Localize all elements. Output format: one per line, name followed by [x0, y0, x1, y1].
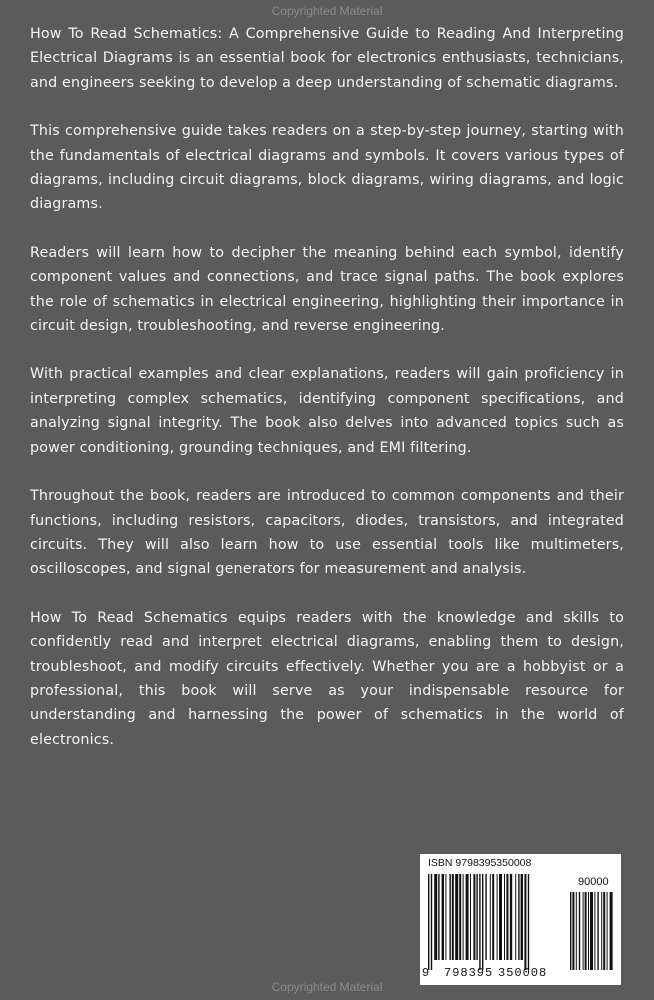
addon-barcode-bars: [570, 892, 616, 970]
barcode-bar: [459, 874, 461, 960]
isbn-barcode: [420, 854, 621, 985]
barcode-bar: [476, 874, 477, 960]
barcode-bar: [470, 874, 471, 960]
barcode-bar: [463, 874, 464, 960]
barcode-lead-digit: 9: [422, 966, 431, 980]
description-paragraph-2: This comprehensive guide takes readers on a step-by-step journey, starting with the fundamentals of electrical diagrams and symbols. It covers various types of diagrams, including circuit diagrams, block diagrams, wiring diagrams, and logic diagrams.: [30, 123, 624, 213]
barcode-bar: [576, 892, 577, 970]
barcode-bar: [515, 874, 516, 960]
barcode-bar: [506, 874, 508, 960]
barcode-bar: [428, 874, 429, 970]
barcode-bar: [445, 874, 446, 960]
barcode-bar: [455, 874, 458, 960]
barcode-bar: [610, 892, 613, 970]
barcode-left-digits: 798395: [444, 966, 494, 980]
barcode-bar: [601, 892, 602, 970]
barcode-bar: [466, 874, 469, 960]
book-description: [30, 22, 624, 776]
barcode-bar: [497, 874, 498, 960]
barcode-bar: [524, 874, 526, 970]
barcode-bar: [473, 874, 475, 960]
barcode-bar: [590, 892, 593, 970]
barcode-bar: [482, 874, 483, 970]
description-paragraph-4: With practical examples and clear explanations, readers will gain proficiency in interpreting complex schematics, identifying component specifications, and analyzing signal integrity. The book also delves into advanced topics such as power conditioning, grounding techniques, and EMI filtering.: [30, 366, 624, 456]
barcode-bar: [572, 892, 574, 970]
barcode-bar: [603, 892, 605, 970]
barcode-bar: [579, 892, 580, 970]
barcode-bar: [431, 874, 432, 970]
description-paragraph-6: How To Read Schematics equips readers with the knowledge and skills to confidently read and interpret electrical diagrams, enabling them to design, troubleshoot, and modify circuits effectively. Whether you are a hobbyist or a professional, this book will serve as your indispensable resource for understanding and harnessing the power of schematics in the world of electronics.: [30, 609, 624, 748]
barcode-bar: [504, 874, 505, 960]
barcode-bar: [479, 874, 480, 970]
description-paragraph-3: Readers will learn how to decipher the meaning behind each symbol, identify component values and connections, and trace signal paths. The book explores the role of schematics in electrical engineering, highlighting their importance in circuit design, troubleshooting, and reverse engineering.: [30, 244, 624, 335]
barcode-bar: [485, 874, 486, 960]
barcode-bar: [607, 892, 608, 970]
barcode-bars: [428, 874, 568, 970]
barcode-bar: [510, 874, 512, 960]
barcode-bar: [594, 892, 595, 970]
barcode-bar: [528, 874, 529, 970]
barcode-bar: [583, 892, 584, 970]
barcode-bar: [499, 874, 502, 960]
barcode-bar: [570, 892, 571, 970]
isbn-label: ISBN 9798395350008: [428, 857, 532, 869]
barcode-bar: [490, 874, 491, 960]
barcode-bar: [438, 874, 439, 960]
barcode-bar: [597, 892, 598, 970]
barcode-bar: [588, 892, 589, 970]
barcode-bar: [434, 874, 437, 960]
barcode-bar: [585, 892, 587, 970]
description-paragraph-5: Throughout the book, readers are introduced to common components and their functions, including resistors, capacitors, diodes, transistors, and integrated circuits. They will also learn how to use essential tools like multimeters, oscilloscopes, and signal generators for measurement and analysis.: [30, 488, 624, 578]
barcode-right-digits: 350008: [498, 966, 548, 980]
barcode-bar: [449, 874, 450, 960]
watermark-bottom: Copyrighted Material: [271, 980, 383, 994]
barcode-bar: [518, 874, 519, 960]
description-paragraph-1: How To Read Schematics: A Comprehensive Guide to Reading And Interpreting Electrical Diagrams is an essential book for electronics enthusiasts, technicians, and engineers seeking to develop a deep understanding of schematic diagrams.: [30, 26, 624, 91]
barcode-bar: [452, 874, 454, 960]
barcode-bar: [492, 874, 494, 960]
watermark-top: Copyrighted Material: [271, 4, 383, 18]
barcode-bar: [521, 874, 523, 960]
price-code: 90000: [578, 876, 609, 888]
barcode-bar: [442, 874, 444, 960]
